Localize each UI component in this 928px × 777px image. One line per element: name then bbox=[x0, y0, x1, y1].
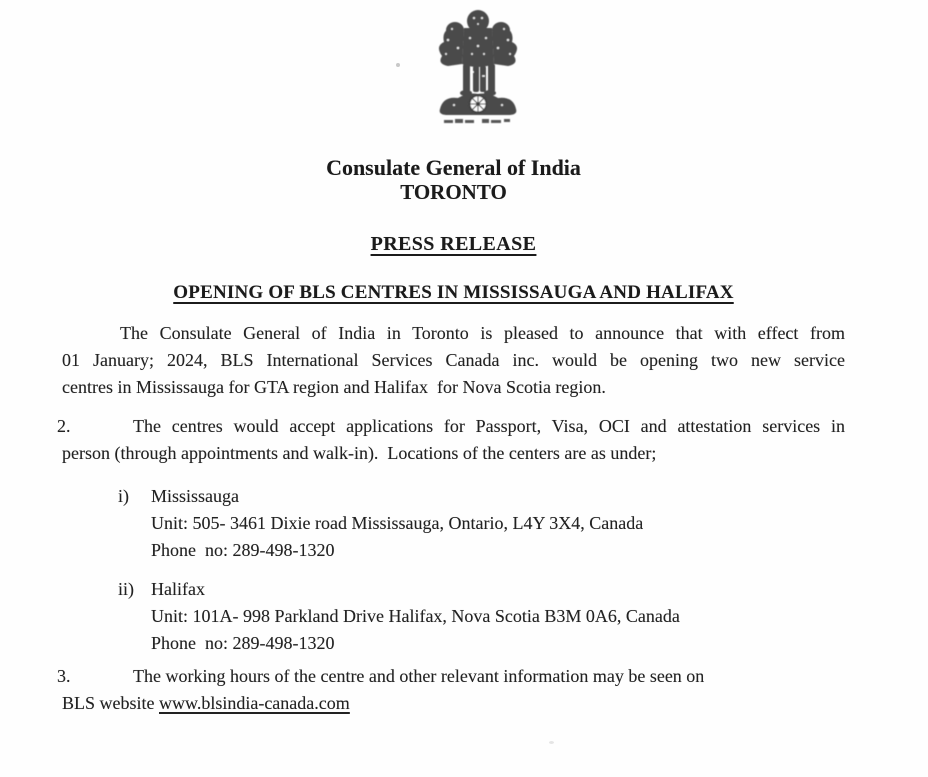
india-state-emblem-icon bbox=[0, 0, 928, 126]
list-marker: i) bbox=[118, 486, 129, 506]
location-address: Unit: 101A- 998 Parkland Drive Halifax, Nova Scotia B3M 0A6, Canada bbox=[151, 606, 680, 626]
paragraph-text: BLS website bbox=[62, 693, 159, 713]
org-name: Consulate General of India bbox=[326, 155, 581, 180]
location-item-mississauga bbox=[62, 483, 845, 564]
paragraph-number: 3. bbox=[57, 666, 71, 686]
paragraph-line: centres in Mississauga for GTA region and Halifax for Nova Scotia region. bbox=[62, 377, 606, 397]
paragraph-line: The Consulate General of India in Toronto is pleased to announce that with effect from bbox=[120, 323, 845, 343]
location-phone: Phone no: 289-498-1320 bbox=[151, 540, 335, 560]
doc-type-label: PRESS RELEASE bbox=[370, 233, 537, 255]
page-title-text: OPENING OF BLS CENTRES IN MISSISSAUGA AND HALIFAX bbox=[173, 282, 734, 303]
location-address: Unit: 505- 3461 Dixie road Mississauga, Ontario, L4Y 3X4, Canada bbox=[151, 513, 644, 533]
bls-website-link[interactable]: www.blsindia-canada.com bbox=[159, 693, 350, 713]
paragraph-text: The working hours of the centre and other relevant information may be seen on bbox=[133, 666, 705, 686]
paragraph-line: 01 January; 2024, BLS International Services Canada inc. would be opening two new service bbox=[62, 350, 845, 370]
location-item-halifax bbox=[62, 576, 845, 657]
paragraph-text: The centres would accept applications for Passport, Visa, OCI and attestation services in bbox=[133, 416, 845, 436]
page-title bbox=[62, 280, 845, 306]
scan-speck bbox=[549, 741, 554, 744]
paragraph-intro bbox=[62, 320, 845, 401]
paragraph-line bbox=[62, 690, 845, 717]
paragraph-services bbox=[57, 413, 845, 467]
paragraph-line: person (through appointments and walk-in). Locations of the centers are as under; bbox=[62, 443, 657, 463]
org-city: TORONTO bbox=[400, 180, 507, 204]
location-phone: Phone no: 289-498-1320 bbox=[151, 633, 335, 653]
list-marker: ii) bbox=[118, 579, 134, 599]
location-name: Halifax bbox=[151, 579, 205, 599]
location-list bbox=[62, 483, 845, 657]
paragraph-line bbox=[57, 413, 845, 440]
scan-speck bbox=[396, 63, 400, 67]
paragraph-number: 2. bbox=[57, 416, 71, 436]
doc-type-heading bbox=[62, 232, 845, 256]
paragraph-website bbox=[57, 663, 845, 717]
location-name: Mississauga bbox=[151, 486, 240, 506]
paragraph-line bbox=[57, 663, 845, 690]
